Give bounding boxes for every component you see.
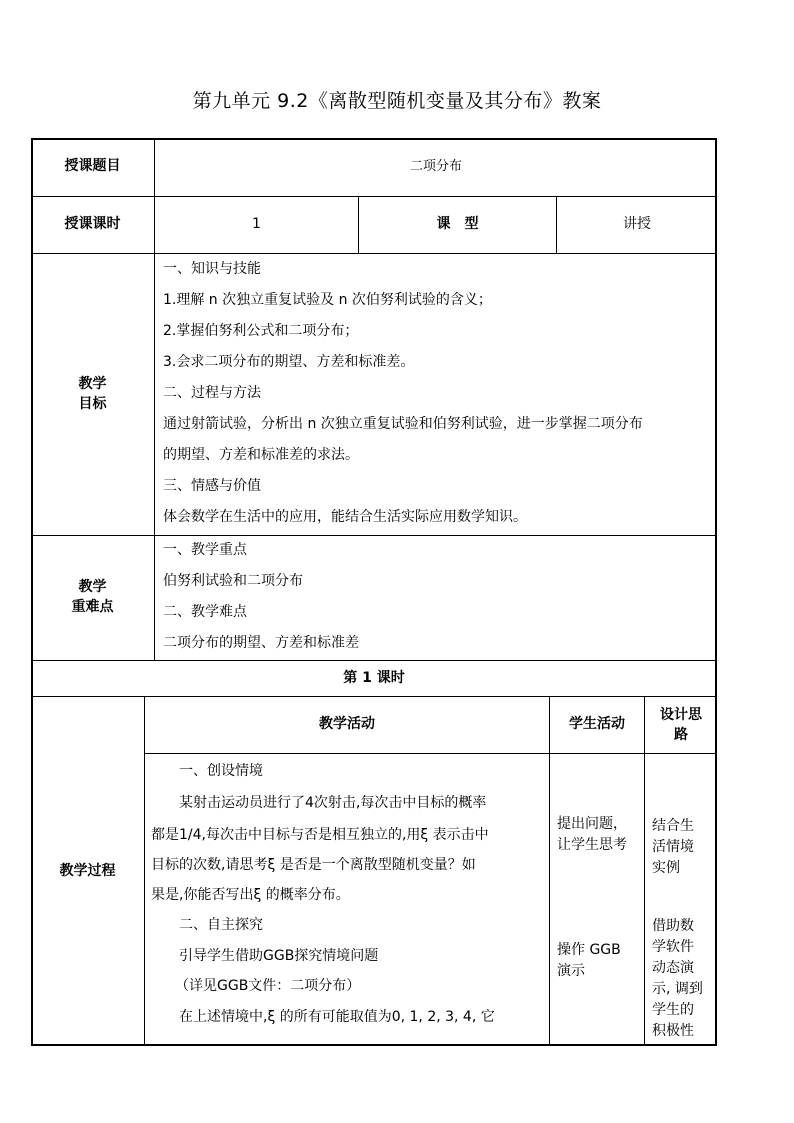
objectives-line: 1.理解 n 次独立重复试验及 n 次伯努利试验的含义； (163, 292, 492, 308)
type-value: 讲授 (557, 197, 717, 254)
student-line: 让学生思考 (557, 837, 627, 853)
student-line: 演示 (557, 963, 585, 979)
keypoints-label-line1: 教学 (78, 579, 107, 596)
hours-label: 授课课时 (31, 197, 155, 254)
design-header-line1: 设计思 (660, 706, 702, 723)
objectives-label (31, 254, 155, 536)
activity-line: （详见GGB文件：二项分布） (175, 978, 361, 994)
keypoints-line: 伯努利试验和二项分布 (163, 573, 303, 589)
design-line: 借助数 (652, 918, 694, 934)
process-label: 教学过程 (31, 697, 145, 1046)
student-content (550, 754, 645, 1046)
design-line: 积极性 (652, 1023, 694, 1039)
keypoints-label (31, 536, 155, 661)
design-content (645, 754, 717, 1046)
activity-line: 一、创设情境 (179, 763, 263, 779)
document-title: 第九单元 9.2《离散型随机变量及其分布》教案 (192, 90, 602, 112)
keypoints-content (155, 536, 717, 661)
activity-line: 都是1/4,每次击中目标与否是相互独立的,用ξ 表示击中 (151, 827, 489, 843)
keypoints-label-line2: 重难点 (71, 599, 114, 615)
objectives-line: 二、过程与方法 (163, 385, 261, 401)
activity-line: 引导学生借助GGB探究情境问题 (179, 948, 379, 964)
objectives-line: 体会数学在生活中的应用，能结合生活实际应用数学知识。 (163, 509, 527, 525)
design-line: 动态演 (652, 960, 694, 976)
activity-line: 在上述情境中,ξ 的所有可能取值为0, 1, 2, 3, 4, 它 (179, 1009, 495, 1025)
keypoints-line: 二、教学难点 (163, 604, 247, 620)
objectives-content (155, 254, 717, 536)
design-header-line2: 路 (674, 727, 688, 743)
student-line: 操作 GGB (557, 942, 621, 958)
topic-value: 二项分布 (155, 138, 717, 197)
objectives-label-line2: 目标 (78, 395, 107, 412)
lesson-plan-table (31, 138, 717, 1046)
topic-label: 授课题目 (31, 138, 155, 197)
design-header (645, 697, 717, 754)
design-line: 学生的 (652, 1002, 694, 1018)
design-line: 学软件 (652, 939, 694, 955)
activity-line: 二、自主探究 (179, 917, 263, 933)
objectives-label-line1: 教学 (78, 375, 107, 392)
activity-line: 目标的次数,请思考ξ 是否是一个离散型随机变量？如 (151, 857, 476, 873)
student-line: 提出问题， (557, 816, 627, 832)
design-line: 示, 调到 (652, 981, 703, 997)
type-label: 课 型 (359, 197, 557, 254)
design-line: 结合生 (652, 818, 694, 834)
objectives-line: 三、情感与价值 (163, 478, 261, 494)
design-line: 实例 (652, 860, 680, 876)
activity-line: 果是,你能否写出ξ 的概率分布。 (151, 887, 350, 903)
activity-content (145, 754, 550, 1046)
activity-line: 某射击运动员进行了4次射击,每次击中目标的概率 (179, 795, 487, 811)
session-header: 第 1 课时 (31, 661, 717, 697)
objectives-line: 一、知识与技能 (163, 261, 261, 277)
keypoints-line: 一、教学重点 (163, 542, 247, 558)
objectives-line: 通过射箭试验，分析出 n 次独立重复试验和伯努利试验，进一步掌握二项分布 (163, 416, 643, 432)
activity-header: 教学活动 (145, 697, 550, 754)
design-line: 活情境 (652, 839, 694, 855)
objectives-line: 3.会求二项分布的期望、方差和标准差。 (163, 354, 415, 370)
objectives-line: 的期望、方差和标准差的求法。 (163, 447, 359, 463)
keypoints-line: 二项分布的期望、方差和标准差 (163, 635, 359, 651)
hours-value: 1 (155, 197, 359, 254)
objectives-line: 2.掌握伯努利公式和二项分布； (163, 323, 359, 339)
student-header: 学生活动 (550, 697, 645, 754)
